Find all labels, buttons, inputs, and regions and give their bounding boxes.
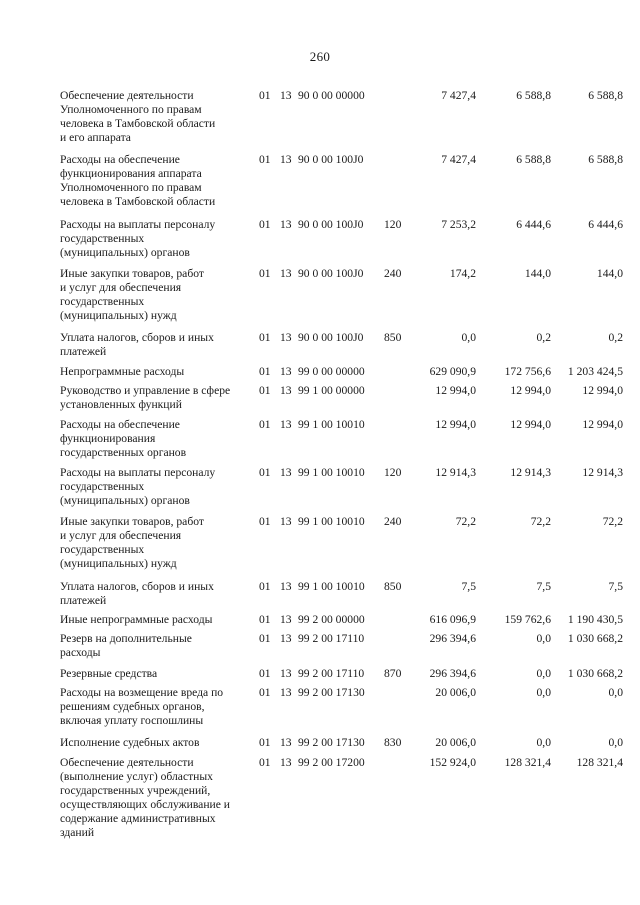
amount-year-2: 128 321,4: [504, 756, 551, 769]
table-row: [0, 632, 640, 659]
amount-year-2: 0,2: [536, 331, 551, 344]
section-code: 01: [259, 466, 271, 479]
expense-item-name-line: Расходы на обеспечение: [60, 418, 180, 431]
amount-year-2: 12 994,0: [510, 384, 551, 397]
expense-item-name: [60, 267, 258, 323]
expense-item-name-line: Расходы на выплаты персоналу: [60, 466, 216, 479]
target-article-code: 99 1 00 10010: [298, 466, 365, 479]
expense-item-name: [60, 218, 258, 260]
amount-year-1: 7 427,4: [441, 89, 476, 102]
subsection-code: 13: [280, 686, 292, 699]
subsection-code: 13: [280, 384, 292, 397]
subsection-code: 13: [280, 218, 292, 231]
amount-year-1: 7 253,2: [441, 218, 476, 231]
section-code: 01: [259, 267, 271, 280]
expense-item-name-line: содержание административных: [60, 812, 216, 825]
expense-item-name: [60, 89, 258, 145]
amount-year-2: 0,0: [536, 686, 551, 699]
expense-type-code: 830: [384, 736, 402, 749]
section-code: 01: [259, 613, 271, 626]
target-article-code: 99 2 00 17200: [298, 756, 365, 769]
expense-type-code: 240: [384, 267, 402, 280]
amount-year-1: 174,2: [449, 267, 476, 280]
expense-item-name-line: Резерв на дополнительные: [60, 632, 192, 645]
expense-item-name: [60, 686, 258, 728]
table-row: [0, 218, 640, 259]
expense-item-name-line: установленных функций: [60, 398, 182, 411]
amount-year-1: 296 394,6: [429, 632, 476, 645]
amount-year-3: 0,0: [608, 686, 623, 699]
expense-item-name-line: осуществляющих обслуживание и: [60, 798, 230, 811]
section-code: 01: [259, 418, 271, 431]
section-code: 01: [259, 756, 271, 769]
target-article-code: 90 0 00 00000: [298, 89, 365, 102]
table-row: [0, 331, 640, 358]
table-row: [0, 153, 640, 208]
expense-item-name: [60, 331, 258, 359]
amount-year-1: 12 994,0: [435, 418, 476, 431]
amount-year-1: 7,5: [461, 580, 476, 593]
expense-item-name: [60, 365, 258, 379]
table-row: [0, 667, 640, 680]
expense-item-name-line: функционирования аппарата: [60, 167, 202, 180]
amount-year-1: 0,0: [461, 331, 476, 344]
expense-item-name-line: Расходы на обеспечение: [60, 153, 180, 166]
expense-item-name-line: Иные непрограммные расходы: [60, 613, 213, 626]
expense-item-name-line: Иные закупки товаров, работ: [60, 267, 204, 280]
expense-item-name-line: государственных: [60, 480, 145, 493]
amount-year-1: 12 994,0: [435, 384, 476, 397]
target-article-code: 99 1 00 10010: [298, 580, 365, 593]
expense-item-name-line: (муниципальных) нужд: [60, 309, 177, 322]
section-code: 01: [259, 686, 271, 699]
table-row: [0, 756, 640, 839]
amount-year-1: 72,2: [455, 515, 476, 528]
subsection-code: 13: [280, 756, 292, 769]
table-row: [0, 89, 640, 144]
table-row: [0, 686, 640, 727]
expense-item-name: [60, 632, 258, 660]
expense-type-code: 120: [384, 466, 402, 479]
section-code: 01: [259, 218, 271, 231]
expense-item-name: [60, 418, 258, 460]
amount-year-2: 7,5: [536, 580, 551, 593]
expense-type-code: 850: [384, 580, 402, 593]
target-article-code: 99 2 00 17130: [298, 736, 365, 749]
amount-year-2: 0,0: [536, 632, 551, 645]
amount-year-2: 6 588,8: [516, 89, 551, 102]
amount-year-2: 6 444,6: [516, 218, 551, 231]
subsection-code: 13: [280, 331, 292, 344]
expense-item-name-line: Уполномоченного по правам: [60, 103, 202, 116]
expense-item-name-line: государственных: [60, 295, 145, 308]
target-article-code: 99 2 00 17130: [298, 686, 365, 699]
expense-item-name-line: зданий: [60, 826, 95, 839]
subsection-code: 13: [280, 580, 292, 593]
page-number: 260: [309, 49, 331, 64]
expense-item-name-line: функционирования: [60, 432, 156, 445]
expense-item-name-line: Руководство и управление в сфере: [60, 384, 231, 397]
amount-year-3: 1 203 424,5: [567, 365, 623, 378]
amount-year-1: 616 096,9: [429, 613, 476, 626]
amount-year-3: 6 588,8: [588, 153, 623, 166]
subsection-code: 13: [280, 89, 292, 102]
amount-year-2: 144,0: [524, 267, 551, 280]
target-article-code: 99 2 00 00000: [298, 613, 365, 626]
amount-year-2: 72,2: [530, 515, 551, 528]
amount-year-3: 0,2: [608, 331, 623, 344]
expense-item-name-line: Резервные средства: [60, 667, 158, 680]
subsection-code: 13: [280, 466, 292, 479]
amount-year-3: 72,2: [602, 515, 623, 528]
expense-item-name-line: платежей: [60, 345, 107, 358]
table-row: [0, 580, 640, 607]
table-row: [0, 384, 640, 411]
target-article-code: 90 0 00 100J0: [298, 218, 364, 231]
expense-item-name-line: государственных: [60, 232, 145, 245]
expense-item-name-line: человека в Тамбовской области: [60, 117, 216, 130]
expense-item-name: [60, 736, 258, 750]
expense-type-code: 240: [384, 515, 402, 528]
expense-item-name-line: Уплата налогов, сборов и иных: [60, 331, 214, 344]
expense-item-name: [60, 613, 258, 627]
target-article-code: 90 0 00 100J0: [298, 267, 364, 280]
target-article-code: 90 0 00 100J0: [298, 331, 364, 344]
amount-year-3: 6 444,6: [588, 218, 623, 231]
expense-item-name-line: (муниципальных) нужд: [60, 557, 177, 570]
amount-year-1: 152 924,0: [429, 756, 476, 769]
section-code: 01: [259, 580, 271, 593]
section-code: 01: [259, 667, 271, 680]
expense-item-name-line: Уполномоченного по правам: [60, 181, 202, 194]
expense-item-name-line: Уплата налогов, сборов и иных: [60, 580, 214, 593]
amount-year-1: 20 006,0: [435, 736, 476, 749]
expense-item-name-line: Расходы на выплаты персоналу: [60, 218, 216, 231]
amount-year-2: 12 994,0: [510, 418, 551, 431]
table-row: [0, 418, 640, 459]
subsection-code: 13: [280, 515, 292, 528]
amount-year-1: 20 006,0: [435, 686, 476, 699]
section-code: 01: [259, 153, 271, 166]
expense-item-name-line: Непрограммные расходы: [60, 365, 185, 378]
expense-type-code: 120: [384, 218, 402, 231]
subsection-code: 13: [280, 153, 292, 166]
section-code: 01: [259, 736, 271, 749]
expense-type-code: 850: [384, 331, 402, 344]
subsection-code: 13: [280, 736, 292, 749]
table-row: [0, 365, 640, 378]
target-article-code: 99 2 00 17110: [298, 632, 365, 645]
amount-year-3: 1 030 668,2: [567, 667, 623, 680]
expense-item-name-line: государственных учреждений,: [60, 784, 211, 797]
section-code: 01: [259, 632, 271, 645]
amount-year-3: 0,0: [608, 736, 623, 749]
section-code: 01: [259, 365, 271, 378]
amount-year-2: 12 914,3: [510, 466, 551, 479]
amount-year-3: 128 321,4: [576, 756, 623, 769]
section-code: 01: [259, 331, 271, 344]
amount-year-3: 6 588,8: [588, 89, 623, 102]
subsection-code: 13: [280, 632, 292, 645]
expense-item-name-line: платежей: [60, 594, 107, 607]
amount-year-3: 12 994,0: [582, 418, 623, 431]
expense-item-name-line: Расходы на возмещение вреда по: [60, 686, 224, 699]
expense-item-name-line: Исполнение судебных актов: [60, 736, 200, 749]
expense-item-name-line: Обеспечение деятельности: [60, 89, 194, 102]
expense-item-name: [60, 756, 258, 840]
section-code: 01: [259, 384, 271, 397]
expense-item-name-line: и услуг для обеспечения: [60, 529, 182, 542]
table-row: [0, 515, 640, 570]
amount-year-1: 12 914,3: [435, 466, 476, 479]
subsection-code: 13: [280, 267, 292, 280]
expense-item-name-line: (муниципальных) органов: [60, 246, 190, 259]
subsection-code: 13: [280, 365, 292, 378]
amount-year-3: 1 190 430,5: [567, 613, 623, 626]
amount-year-3: 7,5: [608, 580, 623, 593]
expense-item-name-line: и услуг для обеспечения: [60, 281, 182, 294]
amount-year-1: 7 427,4: [441, 153, 476, 166]
amount-year-3: 144,0: [596, 267, 623, 280]
expense-item-name-line: и его аппарата: [60, 131, 131, 144]
expense-item-name-line: (муниципальных) органов: [60, 494, 190, 507]
amount-year-2: 0,0: [536, 667, 551, 680]
expense-item-name: [60, 515, 258, 571]
expense-item-name-line: решениям судебных органов,: [60, 700, 205, 713]
expense-type-code: 870: [384, 667, 402, 680]
target-article-code: 99 2 00 17110: [298, 667, 365, 680]
expense-item-name-line: государственных: [60, 543, 145, 556]
section-code: 01: [259, 515, 271, 528]
amount-year-2: 0,0: [536, 736, 551, 749]
table-row: [0, 613, 640, 626]
amount-year-3: 1 030 668,2: [567, 632, 623, 645]
table-row: [0, 267, 640, 322]
table-row: [0, 466, 640, 507]
expense-item-name: [60, 384, 258, 412]
subsection-code: 13: [280, 418, 292, 431]
expense-item-name-line: государственных органов: [60, 446, 187, 459]
section-code: 01: [259, 89, 271, 102]
target-article-code: 90 0 00 100J0: [298, 153, 364, 166]
target-article-code: 99 0 00 00000: [298, 365, 365, 378]
subsection-code: 13: [280, 667, 292, 680]
amount-year-1: 296 394,6: [429, 667, 476, 680]
expense-item-name-line: человека в Тамбовской области: [60, 195, 216, 208]
expense-item-name-line: включая уплату госпошлины: [60, 714, 204, 727]
expense-item-name: [60, 153, 258, 209]
amount-year-2: 159 762,6: [504, 613, 551, 626]
expense-item-name-line: расходы: [60, 646, 101, 659]
expense-item-name: [60, 580, 258, 608]
expense-item-name: [60, 466, 258, 508]
amount-year-2: 6 588,8: [516, 153, 551, 166]
expense-item-name: [60, 667, 258, 681]
target-article-code: 99 1 00 10010: [298, 418, 365, 431]
amount-year-3: 12 914,3: [582, 466, 623, 479]
table-row: [0, 736, 640, 749]
amount-year-3: 12 994,0: [582, 384, 623, 397]
expense-item-name-line: (выполнение услуг) областных: [60, 770, 213, 783]
target-article-code: 99 1 00 10010: [298, 515, 365, 528]
amount-year-1: 629 090,9: [429, 365, 476, 378]
expense-item-name-line: Иные закупки товаров, работ: [60, 515, 204, 528]
amount-year-2: 172 756,6: [504, 365, 551, 378]
expense-item-name-line: Обеспечение деятельности: [60, 756, 194, 769]
subsection-code: 13: [280, 613, 292, 626]
target-article-code: 99 1 00 00000: [298, 384, 365, 397]
